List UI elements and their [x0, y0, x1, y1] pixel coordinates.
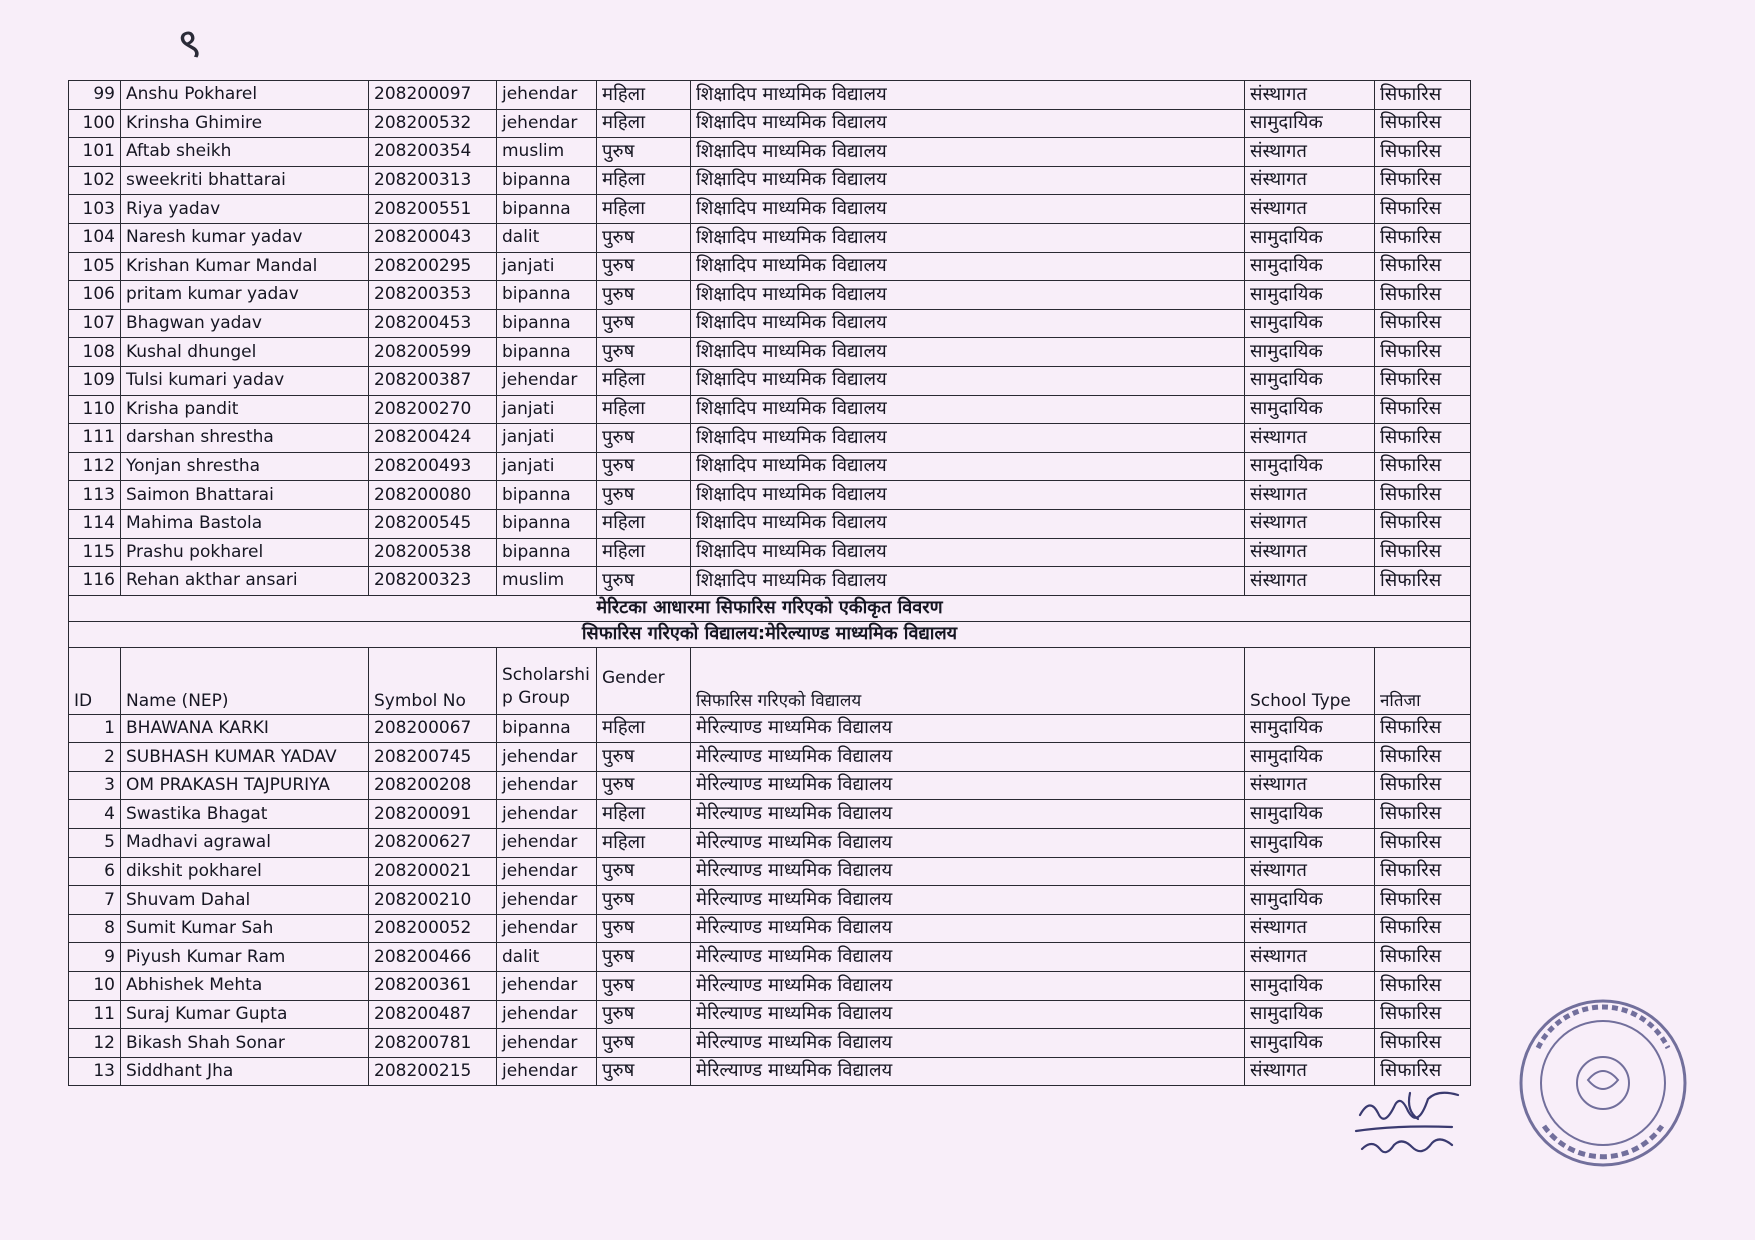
table-row — [69, 829, 1471, 858]
cell-result: सिफारिस — [1375, 452, 1471, 481]
column-header-row — [69, 647, 1471, 714]
table-row — [69, 452, 1471, 481]
cell-name: Madhavi agrawal — [121, 829, 369, 858]
cell-scholarship-group: jehendar — [497, 800, 597, 829]
cell-school: मेरिल्याण्ड माध्यमिक विद्यालय — [691, 857, 1245, 886]
cell-id: 7 — [69, 886, 121, 915]
cell-school-type: सामुदायिक — [1245, 395, 1375, 424]
cell-school-type: संस्थागत — [1245, 943, 1375, 972]
cell-scholarship-group: janjati — [497, 395, 597, 424]
section1-body — [69, 81, 1471, 596]
cell-gender: पुरुष — [597, 223, 691, 252]
cell-name: Rehan akthar ansari — [121, 567, 369, 596]
cell-id: 114 — [69, 509, 121, 538]
col-id: ID — [69, 647, 121, 714]
cell-school: शिक्षादिप माध्यमिक विद्यालय — [691, 567, 1245, 596]
table-row — [69, 972, 1471, 1001]
col-result: नतिजा — [1375, 647, 1471, 714]
summary-heading: मेरिटका आधारमा सिफारिस गरिएको एकीकृत विवरण — [69, 595, 1471, 621]
cell-id: 1 — [69, 714, 121, 743]
cell-result: सिफारिस — [1375, 309, 1471, 338]
signature — [1350, 1085, 1500, 1165]
cell-school: शिक्षादिप माध्यमिक विद्यालय — [691, 481, 1245, 510]
table-row — [69, 1029, 1471, 1058]
table-row — [69, 166, 1471, 195]
cell-school: शिक्षादिप माध्यमिक विद्यालय — [691, 138, 1245, 167]
cell-symbol-no: 208200067 — [369, 714, 497, 743]
cell-result: सिफारिस — [1375, 223, 1471, 252]
cell-school: मेरिल्याण्ड माध्यमिक विद्यालय — [691, 1029, 1245, 1058]
cell-gender: पुरुष — [597, 252, 691, 281]
cell-symbol-no: 208200215 — [369, 1057, 497, 1086]
cell-result: सिफारिस — [1375, 138, 1471, 167]
cell-symbol-no: 208200354 — [369, 138, 497, 167]
cell-gender: पुरुष — [597, 452, 691, 481]
col-name: Name (NEP) — [121, 647, 369, 714]
table-row — [69, 424, 1471, 453]
cell-gender: पुरुष — [597, 567, 691, 596]
cell-name: Abhishek Mehta — [121, 972, 369, 1001]
cell-result: सिफारिस — [1375, 800, 1471, 829]
cell-scholarship-group: janjati — [497, 252, 597, 281]
cell-id: 9 — [69, 943, 121, 972]
col-gender: Gender — [597, 647, 691, 714]
cell-school-type: संस्थागत — [1245, 538, 1375, 567]
cell-scholarship-group: muslim — [497, 567, 597, 596]
cell-result: सिफारिस — [1375, 771, 1471, 800]
table-row — [69, 252, 1471, 281]
cell-scholarship-group: jehendar — [497, 81, 597, 110]
cell-scholarship-group: janjati — [497, 452, 597, 481]
cell-school-type: सामुदायिक — [1245, 714, 1375, 743]
cell-school-type: सामुदायिक — [1245, 972, 1375, 1001]
cell-id: 102 — [69, 166, 121, 195]
cell-id: 10 — [69, 972, 121, 1001]
cell-id: 113 — [69, 481, 121, 510]
cell-symbol-no: 208200043 — [369, 223, 497, 252]
cell-name: Kushal dhungel — [121, 338, 369, 367]
cell-school: मेरिल्याण्ड माध्यमिक विद्यालय — [691, 1057, 1245, 1086]
cell-symbol-no: 208200208 — [369, 771, 497, 800]
cell-gender: महिला — [597, 109, 691, 138]
cell-scholarship-group: jehendar — [497, 972, 597, 1001]
cell-result: सिफारिस — [1375, 743, 1471, 772]
cell-name: Bikash Shah Sonar — [121, 1029, 369, 1058]
cell-name: Sumit Kumar Sah — [121, 914, 369, 943]
cell-school: शिक्षादिप माध्यमिक विद्यालय — [691, 452, 1245, 481]
cell-gender: पुरुष — [597, 424, 691, 453]
cell-school-type: संस्थागत — [1245, 567, 1375, 596]
cell-result: सिफारिस — [1375, 972, 1471, 1001]
cell-name: Anshu Pokharel — [121, 81, 369, 110]
section2-body — [69, 714, 1471, 1086]
table-row — [69, 81, 1471, 110]
cell-school: शिक्षादिप माध्यमिक विद्यालय — [691, 395, 1245, 424]
table-row — [69, 509, 1471, 538]
cell-school-type: सामुदायिक — [1245, 281, 1375, 310]
cell-id: 99 — [69, 81, 121, 110]
cell-scholarship-group: dalit — [497, 943, 597, 972]
cell-gender: पुरुष — [597, 1057, 691, 1086]
cell-result: सिफारिस — [1375, 338, 1471, 367]
cell-scholarship-group: jehendar — [497, 914, 597, 943]
cell-scholarship-group: bipanna — [497, 338, 597, 367]
cell-gender: महिला — [597, 366, 691, 395]
cell-scholarship-group: bipanna — [497, 195, 597, 224]
col-symbol: Symbol No — [369, 647, 497, 714]
table-row — [69, 223, 1471, 252]
cell-school: मेरिल्याण्ड माध्यमिक विद्यालय — [691, 972, 1245, 1001]
table-row — [69, 309, 1471, 338]
cell-symbol-no: 208200091 — [369, 800, 497, 829]
cell-symbol-no: 208200781 — [369, 1029, 497, 1058]
cell-gender: महिला — [597, 714, 691, 743]
cell-school-type: संस्थागत — [1245, 1057, 1375, 1086]
cell-name: Krishan Kumar Mandal — [121, 252, 369, 281]
col-group: Scholarship Group — [497, 647, 597, 714]
cell-gender: महिला — [597, 81, 691, 110]
cell-scholarship-group: muslim — [497, 138, 597, 167]
cell-gender: महिला — [597, 829, 691, 858]
cell-scholarship-group: bipanna — [497, 714, 597, 743]
cell-gender: महिला — [597, 166, 691, 195]
cell-id: 110 — [69, 395, 121, 424]
cell-id: 108 — [69, 338, 121, 367]
cell-result: सिफारिस — [1375, 509, 1471, 538]
table-row — [69, 366, 1471, 395]
cell-scholarship-group: bipanna — [497, 281, 597, 310]
cell-school-type: सामुदायिक — [1245, 800, 1375, 829]
cell-symbol-no: 208200021 — [369, 857, 497, 886]
cell-symbol-no: 208200313 — [369, 166, 497, 195]
cell-name: Riya yadav — [121, 195, 369, 224]
cell-school: मेरिल्याण्ड माध्यमिक विद्यालय — [691, 743, 1245, 772]
cell-school: मेरिल्याण्ड माध्यमिक विद्यालय — [691, 943, 1245, 972]
cell-name: Shuvam Dahal — [121, 886, 369, 915]
cell-school-type: संस्थागत — [1245, 81, 1375, 110]
cell-symbol-no: 208200627 — [369, 829, 497, 858]
cell-symbol-no: 208200538 — [369, 538, 497, 567]
cell-scholarship-group: jehendar — [497, 109, 597, 138]
cell-school-type: संस्थागत — [1245, 914, 1375, 943]
cell-id: 13 — [69, 1057, 121, 1086]
cell-symbol-no: 208200295 — [369, 252, 497, 281]
cell-scholarship-group: jehendar — [497, 857, 597, 886]
cell-id: 111 — [69, 424, 121, 453]
cell-gender: पुरुष — [597, 1029, 691, 1058]
table-row — [69, 771, 1471, 800]
cell-scholarship-group: bipanna — [497, 538, 597, 567]
cell-scholarship-group: jehendar — [497, 886, 597, 915]
cell-gender: महिला — [597, 509, 691, 538]
table-row — [69, 567, 1471, 596]
cell-school-type: सामुदायिक — [1245, 366, 1375, 395]
table-row — [69, 857, 1471, 886]
cell-school: शिक्षादिप माध्यमिक विद्यालय — [691, 281, 1245, 310]
cell-name: Saimon Bhattarai — [121, 481, 369, 510]
cell-scholarship-group: jehendar — [497, 1029, 597, 1058]
cell-name: sweekriti bhattarai — [121, 166, 369, 195]
cell-name: dikshit pokharel — [121, 857, 369, 886]
cell-name: Yonjan shrestha — [121, 452, 369, 481]
cell-gender: पुरुष — [597, 771, 691, 800]
cell-symbol-no: 208200453 — [369, 309, 497, 338]
cell-result: सिफारिस — [1375, 424, 1471, 453]
cell-gender: महिला — [597, 395, 691, 424]
cell-symbol-no: 208200210 — [369, 886, 497, 915]
cell-name: Swastika Bhagat — [121, 800, 369, 829]
cell-id: 2 — [69, 743, 121, 772]
cell-school-type: संस्थागत — [1245, 138, 1375, 167]
cell-symbol-no: 208200323 — [369, 567, 497, 596]
school-heading-row — [69, 621, 1471, 647]
cell-school: शिक्षादिप माध्यमिक विद्यालय — [691, 166, 1245, 195]
cell-result: सिफारिस — [1375, 166, 1471, 195]
table-row — [69, 138, 1471, 167]
cell-symbol-no: 208200052 — [369, 914, 497, 943]
cell-school: शिक्षादिप माध्यमिक विद्यालय — [691, 366, 1245, 395]
cell-scholarship-group: jehendar — [497, 1000, 597, 1029]
cell-symbol-no: 208200545 — [369, 509, 497, 538]
cell-gender: पुरुष — [597, 743, 691, 772]
cell-school-type: संस्थागत — [1245, 509, 1375, 538]
cell-school-type: सामुदायिक — [1245, 886, 1375, 915]
cell-school-type: संस्थागत — [1245, 195, 1375, 224]
cell-name: Krisha pandit — [121, 395, 369, 424]
cell-school-type: सामुदायिक — [1245, 1000, 1375, 1029]
col-school: सिफारिस गरिएको विद्यालय — [691, 647, 1245, 714]
cell-school: शिक्षादिप माध्यमिक विद्यालय — [691, 195, 1245, 224]
cell-symbol-no: 208200487 — [369, 1000, 497, 1029]
cell-scholarship-group: bipanna — [497, 481, 597, 510]
cell-school: मेरिल्याण्ड माध्यमिक विद्यालय — [691, 914, 1245, 943]
cell-scholarship-group: dalit — [497, 223, 597, 252]
cell-scholarship-group: bipanna — [497, 309, 597, 338]
cell-scholarship-group: jehendar — [497, 743, 597, 772]
cell-scholarship-group: bipanna — [497, 509, 597, 538]
cell-symbol-no: 208200551 — [369, 195, 497, 224]
table-row — [69, 943, 1471, 972]
cell-scholarship-group: janjati — [497, 424, 597, 453]
cell-gender: पुरुष — [597, 481, 691, 510]
cell-symbol-no: 208200270 — [369, 395, 497, 424]
cell-name: Mahima Bastola — [121, 509, 369, 538]
cell-id: 11 — [69, 1000, 121, 1029]
cell-school-type: सामुदायिक — [1245, 252, 1375, 281]
cell-id: 103 — [69, 195, 121, 224]
cell-symbol-no: 208200493 — [369, 452, 497, 481]
cell-id: 5 — [69, 829, 121, 858]
cell-gender: पुरुष — [597, 338, 691, 367]
cell-symbol-no: 208200353 — [369, 281, 497, 310]
cell-school: मेरिल्याण्ड माध्यमिक विद्यालय — [691, 771, 1245, 800]
cell-result: सिफारिस — [1375, 1000, 1471, 1029]
cell-scholarship-group: bipanna — [497, 166, 597, 195]
cell-name: SUBHASH KUMAR YADAV — [121, 743, 369, 772]
cell-name: Siddhant Jha — [121, 1057, 369, 1086]
cell-id: 109 — [69, 366, 121, 395]
cell-gender: पुरुष — [597, 309, 691, 338]
office-seal-stamp — [1508, 988, 1698, 1178]
cell-name: Naresh kumar yadav — [121, 223, 369, 252]
table-row — [69, 714, 1471, 743]
cell-school-type: सामुदायिक — [1245, 452, 1375, 481]
cell-id: 115 — [69, 538, 121, 567]
cell-name: BHAWANA KARKI — [121, 714, 369, 743]
recommendation-table — [68, 80, 1471, 1086]
cell-gender: पुरुष — [597, 886, 691, 915]
table-row — [69, 1000, 1471, 1029]
cell-school: शिक्षादिप माध्यमिक विद्यालय — [691, 81, 1245, 110]
cell-id: 101 — [69, 138, 121, 167]
cell-school-type: सामुदायिक — [1245, 829, 1375, 858]
cell-gender: पुरुष — [597, 914, 691, 943]
cell-result: सिफारिस — [1375, 481, 1471, 510]
cell-school-type: सामुदायिक — [1245, 743, 1375, 772]
cell-symbol-no: 208200387 — [369, 366, 497, 395]
cell-id: 104 — [69, 223, 121, 252]
cell-school: शिक्षादिप माध्यमिक विद्यालय — [691, 424, 1245, 453]
table-row — [69, 481, 1471, 510]
cell-symbol-no: 208200424 — [369, 424, 497, 453]
cell-gender: पुरुष — [597, 138, 691, 167]
cell-gender: पुरुष — [597, 943, 691, 972]
cell-result: सिफारिस — [1375, 195, 1471, 224]
cell-result: सिफारिस — [1375, 366, 1471, 395]
cell-symbol-no: 208200745 — [369, 743, 497, 772]
cell-result: सिफारिस — [1375, 81, 1471, 110]
cell-gender: पुरुष — [597, 281, 691, 310]
cell-result: सिफारिस — [1375, 714, 1471, 743]
cell-name: Krinsha Ghimire — [121, 109, 369, 138]
cell-school-type: संस्थागत — [1245, 857, 1375, 886]
cell-school-type: संस्थागत — [1245, 771, 1375, 800]
table-row — [69, 886, 1471, 915]
cell-school: शिक्षादिप माध्यमिक विद्यालय — [691, 538, 1245, 567]
cell-id: 106 — [69, 281, 121, 310]
cell-name: Piyush Kumar Ram — [121, 943, 369, 972]
cell-school: शिक्षादिप माध्यमिक विद्यालय — [691, 509, 1245, 538]
cell-school: मेरिल्याण्ड माध्यमिक विद्यालय — [691, 800, 1245, 829]
cell-name: OM PRAKASH TAJPURIYA — [121, 771, 369, 800]
cell-result: सिफारिस — [1375, 914, 1471, 943]
table-row — [69, 281, 1471, 310]
cell-name: pritam kumar yadav — [121, 281, 369, 310]
cell-gender: महिला — [597, 800, 691, 829]
cell-id: 12 — [69, 1029, 121, 1058]
cell-school-type: सामुदायिक — [1245, 223, 1375, 252]
cell-id: 6 — [69, 857, 121, 886]
cell-symbol-no: 208200532 — [369, 109, 497, 138]
cell-school: शिक्षादिप माध्यमिक विद्यालय — [691, 309, 1245, 338]
cell-symbol-no: 208200466 — [369, 943, 497, 972]
cell-school-type: सामुदायिक — [1245, 309, 1375, 338]
cell-id: 4 — [69, 800, 121, 829]
cell-gender: पुरुष — [597, 972, 691, 1001]
cell-school-type: संस्थागत — [1245, 166, 1375, 195]
cell-result: सिफारिस — [1375, 395, 1471, 424]
cell-gender: महिला — [597, 538, 691, 567]
cell-gender: पुरुष — [597, 1000, 691, 1029]
table-row — [69, 538, 1471, 567]
cell-school: शिक्षादिप माध्यमिक विद्यालय — [691, 252, 1245, 281]
cell-gender: पुरुष — [597, 857, 691, 886]
table-row — [69, 195, 1471, 224]
cell-id: 107 — [69, 309, 121, 338]
cell-scholarship-group: jehendar — [497, 1057, 597, 1086]
cell-result: सिफारिस — [1375, 109, 1471, 138]
cell-id: 100 — [69, 109, 121, 138]
cell-name: Tulsi kumari yadav — [121, 366, 369, 395]
summary-heading-row — [69, 595, 1471, 621]
col-type: School Type — [1245, 647, 1375, 714]
cell-id: 105 — [69, 252, 121, 281]
table-row — [69, 338, 1471, 367]
cell-symbol-no: 208200361 — [369, 972, 497, 1001]
cell-school-type: सामुदायिक — [1245, 1029, 1375, 1058]
cell-name: Suraj Kumar Gupta — [121, 1000, 369, 1029]
cell-symbol-no: 208200080 — [369, 481, 497, 510]
school-heading: सिफारिस गरिएको विद्यालय:मेरिल्याण्ड माध्यमिक विद्यालय — [69, 621, 1471, 647]
cell-school: शिक्षादिप माध्यमिक विद्यालय — [691, 109, 1245, 138]
cell-result: सिफारिस — [1375, 886, 1471, 915]
cell-result: सिफारिस — [1375, 252, 1471, 281]
cell-result: सिफारिस — [1375, 1057, 1471, 1086]
cell-school: मेरिल्याण्ड माध्यमिक विद्यालय — [691, 714, 1245, 743]
cell-school-type: सामुदायिक — [1245, 109, 1375, 138]
cell-id: 8 — [69, 914, 121, 943]
cell-id: 116 — [69, 567, 121, 596]
cell-name: Bhagwan yadav — [121, 309, 369, 338]
cell-scholarship-group: jehendar — [497, 366, 597, 395]
table-row — [69, 914, 1471, 943]
table-row — [69, 743, 1471, 772]
cell-result: सिफारिस — [1375, 943, 1471, 972]
cell-school-type: सामुदायिक — [1245, 338, 1375, 367]
cell-id: 112 — [69, 452, 121, 481]
page-number: ९ — [173, 17, 205, 70]
cell-symbol-no: 208200599 — [369, 338, 497, 367]
table-row — [69, 1057, 1471, 1086]
cell-name: Prashu pokharel — [121, 538, 369, 567]
cell-result: सिफारिस — [1375, 281, 1471, 310]
cell-school: शिक्षादिप माध्यमिक विद्यालय — [691, 223, 1245, 252]
cell-result: सिफारिस — [1375, 538, 1471, 567]
cell-scholarship-group: jehendar — [497, 771, 597, 800]
table-row — [69, 800, 1471, 829]
cell-result: सिफारिस — [1375, 829, 1471, 858]
cell-name: Aftab sheikh — [121, 138, 369, 167]
cell-result: सिफारिस — [1375, 1029, 1471, 1058]
cell-school: मेरिल्याण्ड माध्यमिक विद्यालय — [691, 829, 1245, 858]
cell-scholarship-group: jehendar — [497, 829, 597, 858]
cell-school-type: संस्थागत — [1245, 481, 1375, 510]
cell-school-type: संस्थागत — [1245, 424, 1375, 453]
table-row — [69, 109, 1471, 138]
cell-gender: महिला — [597, 195, 691, 224]
cell-id: 3 — [69, 771, 121, 800]
cell-name: darshan shrestha — [121, 424, 369, 453]
cell-result: सिफारिस — [1375, 857, 1471, 886]
cell-school: शिक्षादिप माध्यमिक विद्यालय — [691, 338, 1245, 367]
cell-school: मेरिल्याण्ड माध्यमिक विद्यालय — [691, 1000, 1245, 1029]
cell-school: मेरिल्याण्ड माध्यमिक विद्यालय — [691, 886, 1245, 915]
cell-symbol-no: 208200097 — [369, 81, 497, 110]
cell-result: सिफारिस — [1375, 567, 1471, 596]
table-row — [69, 395, 1471, 424]
